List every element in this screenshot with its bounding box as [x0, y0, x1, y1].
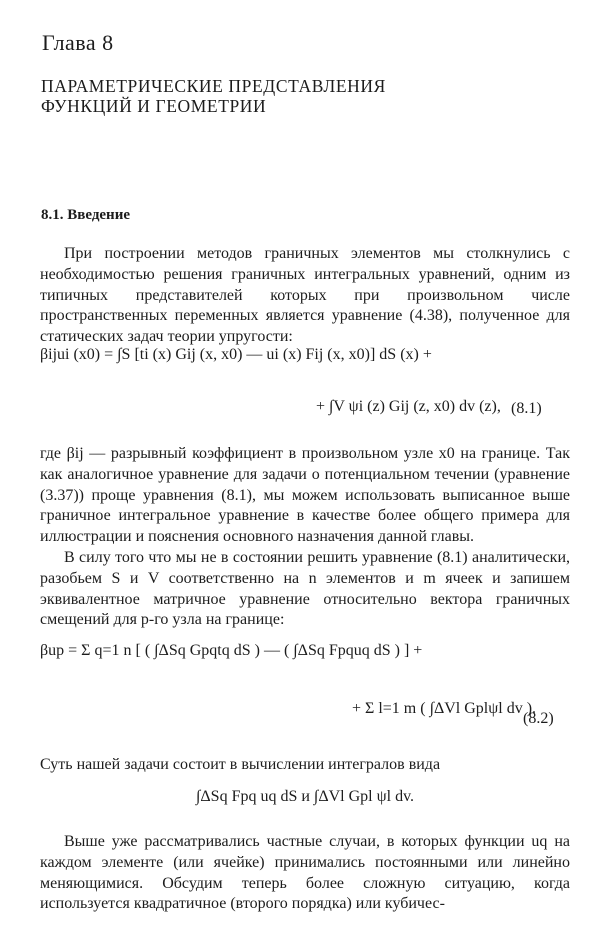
equation-8-2-line-1: βup = Σ q=1 n [ ( ∫ΔSq Gpqtq dS ) — ( ∫ΔSq Fpquq dS ) ] + — [40, 642, 423, 659]
paragraph-2: где βij — разрывный коэффициент в произвольном узле x0 на границе. Так как аналогичное уравнение для задачи о потенциальном течении (уравнение (3.37)) проще уравнения (8.1), мы можем использовать выписанное выше граничное интегральное уравнение в качестве более общего примера для иллюстрации и пояснения основного назначения данной главы. — [40, 445, 570, 546]
paragraph-5: Выше уже рассматривались частные случаи, в которых функции uq на каждом элементе (или ячейке) принимались постоянными или линейно меняющимися. Обсудим теперь более сложную ситуацию, когда используется квадратичное (второго порядка) или кубичес- — [40, 833, 570, 913]
paragraph-1: При построении методов граничных элементов мы столкнулись с необходимостью решения граничных интегральных уравнений, одним из типичных представителей которых при произвольном числе пространственных переменных является уравнение (4.38), полученное для статических задач теории упругости: — [40, 245, 570, 346]
chapter-heading: Глава 8 — [42, 30, 114, 55]
paragraph-3: В силу того что мы не в состоянии решить уравнение (8.1) аналитически, разобьем S и V соответственно на n элементов и m ячеек и запишем эквивалентное матричное уравнение относительно вектора граничных смещений для p-го узла на границе: — [40, 549, 570, 629]
equation-number-8-2: (8.2) — [523, 710, 554, 727]
equation-number-8-1: (8.1) — [511, 400, 542, 417]
equation-8-1-line-1: βijui (x0) = ∫S [ti (x) Gij (x, x0) — ui (x) Fij (x, x0)] dS (x) + — [40, 346, 432, 363]
section-heading: 8.1. Введение — [41, 207, 131, 223]
equation-8-1-line-2: + ∫V ψi (z) Gij (z, x0) dv (z), — [316, 398, 501, 415]
chapter-title-line-1: ПАРАМЕТРИЧЕСКИЕ ПРЕДСТАВЛЕНИЯ — [41, 76, 386, 96]
chapter-title-line-2: ФУНКЦИЙ И ГЕОМЕТРИИ — [41, 96, 267, 116]
paragraph-4: Суть нашей задачи состоит в вычислении интегралов вида — [40, 756, 441, 773]
integrals-display: ∫ΔSq Fpq uq dS и ∫ΔVl Gpl ψl dv. — [196, 788, 415, 805]
equation-8-2-line-2: + Σ l=1 m ( ∫ΔVl Gplψl dv ). — [352, 700, 537, 717]
